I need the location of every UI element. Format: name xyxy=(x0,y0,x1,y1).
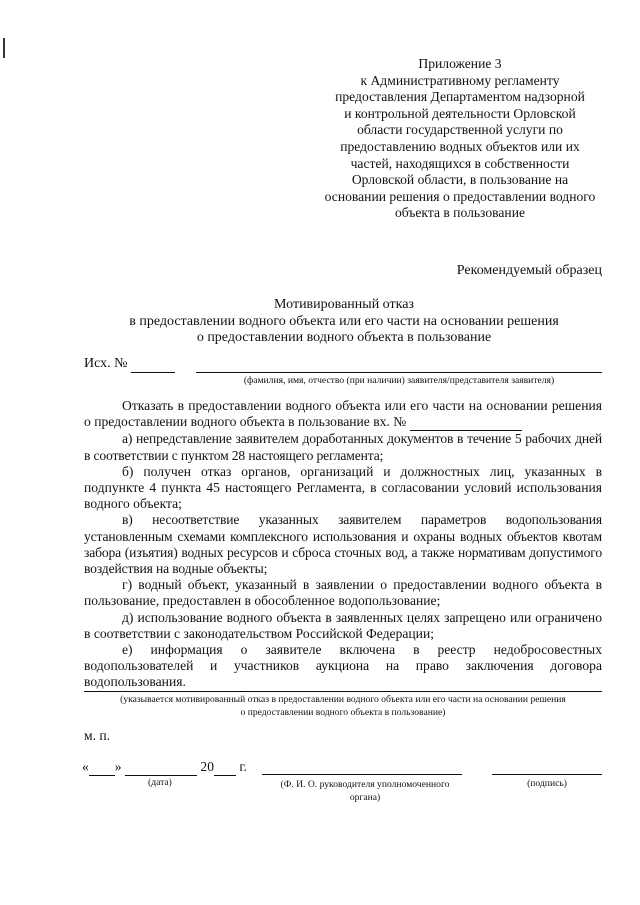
document-title xyxy=(84,297,604,347)
reason-caption-line: (указывается мотивированный отказ в предоставлении водного объекта или его части на основании решения xyxy=(120,694,566,705)
reason-caption xyxy=(84,694,602,719)
head-caption-line: (Ф. И. О. руководителя уполномоченного xyxy=(280,779,450,790)
outgoing-number-label: Исх. № xyxy=(84,356,128,371)
outgoing-number xyxy=(84,356,175,373)
signature-block xyxy=(82,759,604,809)
month-blank xyxy=(125,759,197,776)
date-quote-close: » xyxy=(114,759,122,774)
reason-e: д) использование водного объекта в заявленных целях запрещено или ограничено в соответствии с законодательством Российской Федерации; xyxy=(84,609,602,641)
appendix-line: Приложение 3 xyxy=(418,56,502,71)
signature-caption: (подпись) xyxy=(527,778,567,789)
applicant-name-line xyxy=(196,372,602,373)
recommended-sample-label: Рекомендуемый образец xyxy=(456,263,602,278)
reason-a: а) непредставление заявителем доработанных документов в течение 5 рабочих дней в соответствии с пунктом 28 настоящего регламента; xyxy=(84,431,602,463)
date-caption: (дата) xyxy=(148,777,172,788)
date-field xyxy=(82,759,247,776)
year-suffix: г. xyxy=(239,759,247,774)
year-prefix: 20 xyxy=(200,759,214,774)
appendix-line: объекта в пользование xyxy=(394,205,526,221)
refusal-body xyxy=(84,398,602,691)
outgoing-number-blank xyxy=(131,356,175,373)
scan-edge-mark xyxy=(3,38,5,58)
appendix-line: Орловской области, в пользование на xyxy=(351,172,569,188)
refusal-intro xyxy=(84,398,602,431)
head-name-line xyxy=(262,774,462,775)
signature-line xyxy=(492,774,602,775)
head-caption-line: органа) xyxy=(349,792,381,803)
title-line: в предоставлении водного объекта или его части на основании решения xyxy=(129,313,559,329)
incoming-number-blank xyxy=(410,414,522,431)
appendix-line: предоставления Департаментом надзорной xyxy=(335,89,585,105)
title-line: Мотивированный отказ xyxy=(274,297,414,312)
appendix-line: и контрольной деятельности Орловской xyxy=(344,105,576,121)
reason-line xyxy=(84,691,602,692)
appendix-line: предоставлению водных объектов или их xyxy=(340,138,580,154)
title-line: о предоставлении водного объекта в пользование xyxy=(196,330,492,346)
refusal-intro-text: Отказать в предоставлении водного объекта или его части на основании решения о предоставлении водного объекта в пользование вх. № xyxy=(84,398,602,430)
appendix-line: частей, находящихся в собственности xyxy=(350,155,570,171)
applicant-name-caption: (фамилия, имя, отчество (при наличии) заявителя/представителя заявителя) xyxy=(243,375,555,386)
year-blank xyxy=(214,759,236,776)
reason-d: г) водный объект, указанный в заявлении о предоставлении водного объекта в пользование, предоставлен в обособленное водопользование; xyxy=(84,577,602,609)
appendix-line: к Административному регламенту xyxy=(360,72,560,88)
seal-place-label: м. п. xyxy=(84,728,111,743)
appendix-line: основании решения о предоставлении водного xyxy=(324,188,596,204)
head-name-caption xyxy=(262,778,468,804)
reason-caption-line: о предоставлении водного объекта в пользование) xyxy=(240,706,446,718)
day-blank xyxy=(89,759,115,776)
reason-f: е) информация о заявителе включена в реестр недобросовестных водопользователей и участников аукциона на право заключения договора водопользования. xyxy=(84,642,602,690)
appendix-header xyxy=(318,56,602,222)
reason-b: б) получен отказ органов, организаций и должностных лиц, указанных в подпункте 4 пункта 45 настоящего Регламента, в согласовании условий использования водного объекта; xyxy=(84,463,602,512)
reason-c: в) несоответствие указанных заявителем параметров водопользования установленным схемами комплексного использования и охраны водных объектов квотам забора (изъятия) водных ресурсов и сброса сточных вод, а также нормативам допустимого воздействия на водные объекты; xyxy=(84,512,602,577)
appendix-line: области государственной услуги по xyxy=(357,122,563,138)
date-quote-open: « xyxy=(82,759,89,774)
